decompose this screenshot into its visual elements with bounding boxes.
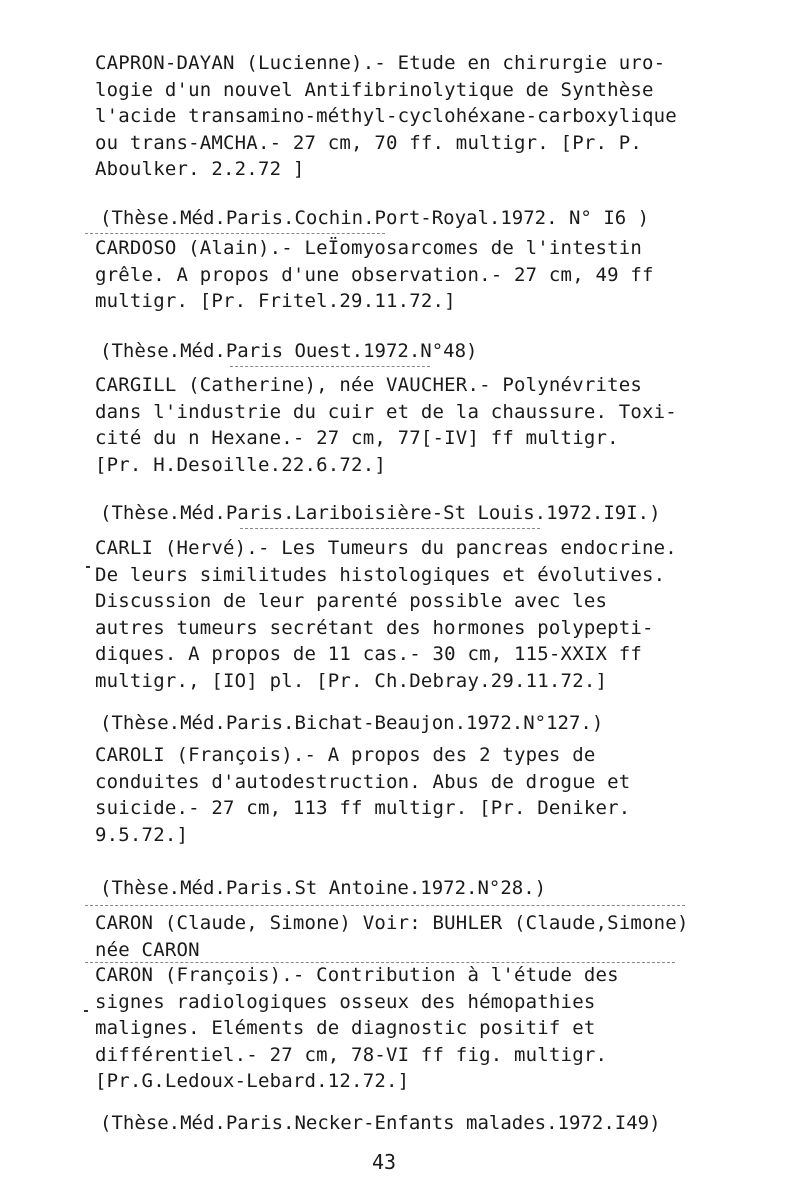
entry-capron-dayan bbox=[95, 50, 735, 183]
entry-line: CARLI (Hervé).- Les Tumeurs du pancreas endocrine. bbox=[95, 537, 677, 559]
entry-line: CARGILL (Catherine), née VAUCHER.- Polynévrites bbox=[95, 374, 643, 396]
entry-line: CARDOSO (Alain).- LeÏomyosarcomes de l'intestin bbox=[95, 237, 643, 259]
entry-line: née CARON bbox=[95, 938, 200, 961]
entry-line: malignes. Eléments de diagnostic positif et bbox=[95, 1017, 596, 1039]
entry-line: 9.5.72.] bbox=[95, 823, 189, 846]
entry-line: CARON (Claude, Simone) Voir: BUHLER (Claude,Simone) bbox=[95, 912, 689, 934]
scan-speck bbox=[86, 566, 90, 568]
separator-rule bbox=[240, 528, 540, 529]
entry-line: Discussion de leur parenté possible avec les bbox=[95, 590, 608, 612]
entry-line: Aboulker. 2.2.72 ] bbox=[95, 158, 305, 180]
entry-line: ou trans-AMCHA.- 27 cm, 70 ff. multigr. [Pr. P. bbox=[95, 131, 643, 154]
entry-carli bbox=[95, 535, 735, 694]
entry-caron-claude-simone bbox=[95, 910, 735, 963]
separator-rule bbox=[230, 366, 430, 367]
entry-line: autres tumeurs secrétant des hormones polypepti- bbox=[95, 616, 654, 639]
citation-cargill: (Thèse.Méd.Paris.Lariboisière-St Louis.1972.I9I.) bbox=[100, 502, 661, 524]
citation-capron-dayan: (Thèse.Méd.Paris.Cochin.Port-Royal.1972. N° I6 ) bbox=[100, 207, 650, 229]
entry-line: CAPRON-DAYAN (Lucienne).- Etude en chirurgie uro- bbox=[95, 52, 666, 74]
entry-line: CAROLI (François).- A propos des 2 types de bbox=[95, 744, 596, 766]
citation-cardoso: (Thèse.Méd.Paris Ouest.1972.N°48) bbox=[100, 340, 478, 362]
separator-rule bbox=[85, 233, 385, 234]
entry-line: [Pr. H.Desoille.22.6.72.] bbox=[95, 453, 386, 476]
entry-line: différentiel.- 27 cm, 78-VI ff fig. multigr. bbox=[95, 1043, 608, 1066]
entry-line: multigr., [IO] pl. [Pr. Ch.Debray.29.11.72.] bbox=[95, 669, 608, 692]
page-number: 43 bbox=[372, 1150, 397, 1174]
entry-line: suicide.- 27 cm, 113 ff multigr. [Pr. Deniker. bbox=[95, 797, 631, 819]
entry-caron-francois bbox=[95, 962, 735, 1095]
separator-rule bbox=[85, 905, 685, 906]
entry-line: CARON (François).- Contribution à l'étude des bbox=[95, 964, 619, 986]
citation-caroli: (Thèse.Méd.Paris.St Antoine.1972.N°28.) bbox=[100, 877, 547, 899]
entry-caroli bbox=[95, 742, 735, 848]
entry-line: conduites d'autodestruction. Abus de drogue et bbox=[95, 770, 631, 793]
citation-carli: (Thèse.Méd.Paris.Bichat-Beaujon.1972.N°127.) bbox=[100, 712, 604, 734]
entry-line: grêle. A propos d'une observation.- 27 cm, 49 ff bbox=[95, 263, 654, 286]
entry-line: signes radiologiques osseux des hémopathies bbox=[95, 990, 596, 1013]
entry-line: l'acide transamino-méthyl-cyclohéxane-carboxylique bbox=[95, 105, 677, 127]
entry-line: diques. A propos de 11 cas.- 30 cm, 115-XXIX ff bbox=[95, 643, 643, 665]
entry-line: dans l'industrie du cuir et de la chaussure. Toxi- bbox=[95, 400, 677, 423]
entry-cargill bbox=[95, 372, 735, 478]
entry-line: logie d'un nouvel Antifibrinolytique de Synthèse bbox=[95, 78, 654, 101]
citation-caron-francois: (Thèse.Méd.Paris.Necker-Enfants malades.1972.I49) bbox=[100, 1112, 661, 1134]
entry-cardoso bbox=[95, 235, 735, 315]
scan-speck bbox=[84, 1010, 88, 1012]
entry-line: De leurs similitudes histologiques et évolutives. bbox=[95, 563, 666, 586]
entry-line: multigr. [Pr. Fritel.29.11.72.] bbox=[95, 290, 456, 312]
entry-line: cité du n Hexane.- 27 cm, 77[-IV] ff multigr. bbox=[95, 427, 619, 449]
entry-line: [Pr.G.Ledoux-Lebard.12.72.] bbox=[95, 1070, 410, 1092]
